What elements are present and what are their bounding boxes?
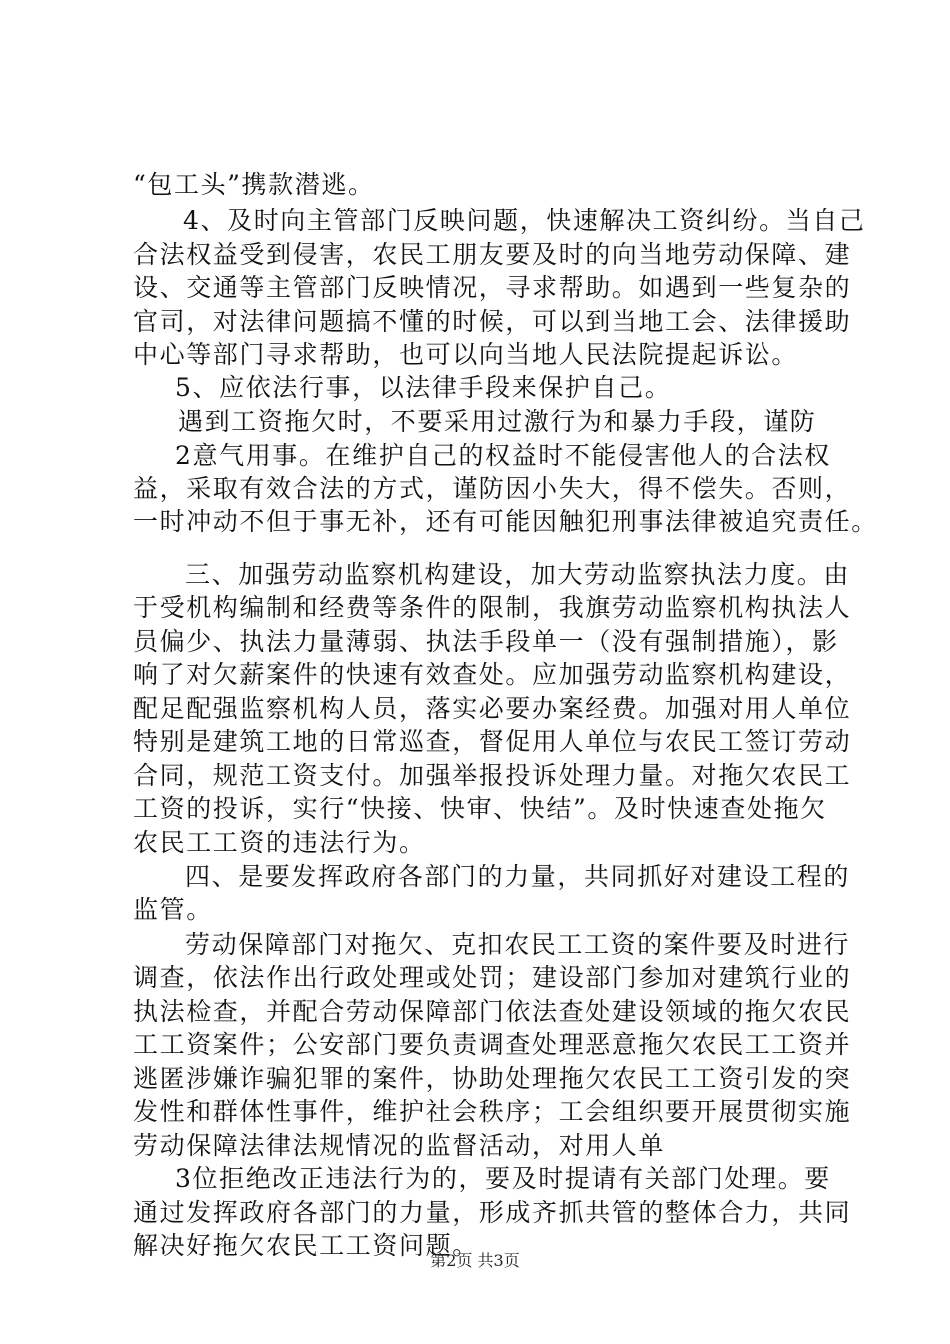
text-line: 调查，依法作出行政处理或处罚；建设部门参加对建筑行业的 [133, 963, 852, 992]
text-line: 益，采取有效合法的方式，谨防因小失大，得不偿失。否则， [133, 474, 852, 503]
text-line: 一时冲动不但于事无补，还有可能因触犯刑事法律被追究责任。 [133, 507, 878, 536]
text-line: 设、交通等主管部门反映情况，寻求帮助。如遇到一些复杂的 [133, 273, 852, 302]
text-line: “包工头”携款潜逃。 [133, 170, 375, 199]
text-line: 发性和群体性事件，维护社会秩序；工会组织要开展贯彻实施 [133, 1097, 852, 1126]
text-line: 三、加强劳动监察机构建设，加大劳动监察执法力度。由 [185, 560, 851, 589]
text-line: 官司，对法律问题搞不懂的时候，可以到当地工会、法律援助 [133, 307, 852, 336]
text-line: 员偏少、执法力量薄弱、执法手段单一（没有强制措施），影 [133, 627, 839, 656]
text-line: 四、是要发挥政府各部门的力量，共同抓好对建设工程的 [185, 862, 851, 891]
text-line: 2意气用事。在维护自己的权益时不能侵害他人的合法权 [175, 441, 831, 470]
text-line: 遇到工资拖欠时，不要采用过激行为和暴力手段，谨防 [178, 407, 817, 436]
text-line: 合法权益受到侵害，农民工朋友要及时的向当地劳动保障、建 [133, 240, 852, 269]
text-line: 通过发挥政府各部门的力量，形成齐抓共管的整体合力，共同 [133, 1198, 852, 1227]
text-line: 劳动保障部门对拖欠、克扣农民工工资的案件要及时进行 [185, 930, 851, 959]
page-footer: 第2页 共3页 [430, 1251, 520, 1270]
text-line: 工工资案件；公安部门要负责调查处理恶意拖欠农民工工资并 [133, 1030, 852, 1059]
text-line: 解决好拖欠农民工工资问题。 [133, 1231, 479, 1260]
text-line: 配足配强监察机构人员，落实必要办案经费。加强对用人单位 [133, 694, 852, 723]
text-line: 工资的投诉，实行“快接、快审、快结”。及时快速查处拖欠 [133, 794, 827, 823]
text-line: 劳动保障法律法规情况的监督活动，对用人单 [133, 1131, 666, 1160]
text-line: 逃匿涉嫌诈骗犯罪的案件，协助处理拖欠农民工工资引发的突 [133, 1064, 852, 1093]
text-line: 5、应依法行事，以法律手段来保护自己。 [175, 373, 672, 402]
text-line: 响了对欠薪案件的快速有效查处。应加强劳动监察机构建设， [133, 660, 852, 689]
text-line: 4、及时向主管部门反映问题，快速解决工资纠纷。当自己 [183, 206, 866, 235]
text-line: 合同，规范工资支付。加强举报投诉处理力量。对拖欠农民工 [133, 761, 852, 790]
text-line: 执法检查，并配合劳动保障部门依法查处建设领域的拖欠农民 [133, 997, 852, 1026]
text-line: 3位拒绝改正违法行为的，要及时提请有关部门处理。要 [175, 1164, 831, 1193]
text-line: 特别是建筑工地的日常巡查，督促用人单位与农民工签订劳动 [133, 727, 852, 756]
text-line: 中心等部门寻求帮助，也可以向当地人民法院提起诉讼。 [133, 340, 799, 369]
text-line: 农民工工资的违法行为。 [133, 828, 426, 857]
text-line: 于受机构编制和经费等条件的限制，我旗劳动监察机构执法人 [133, 593, 852, 622]
text-line: 监管。 [133, 895, 213, 924]
